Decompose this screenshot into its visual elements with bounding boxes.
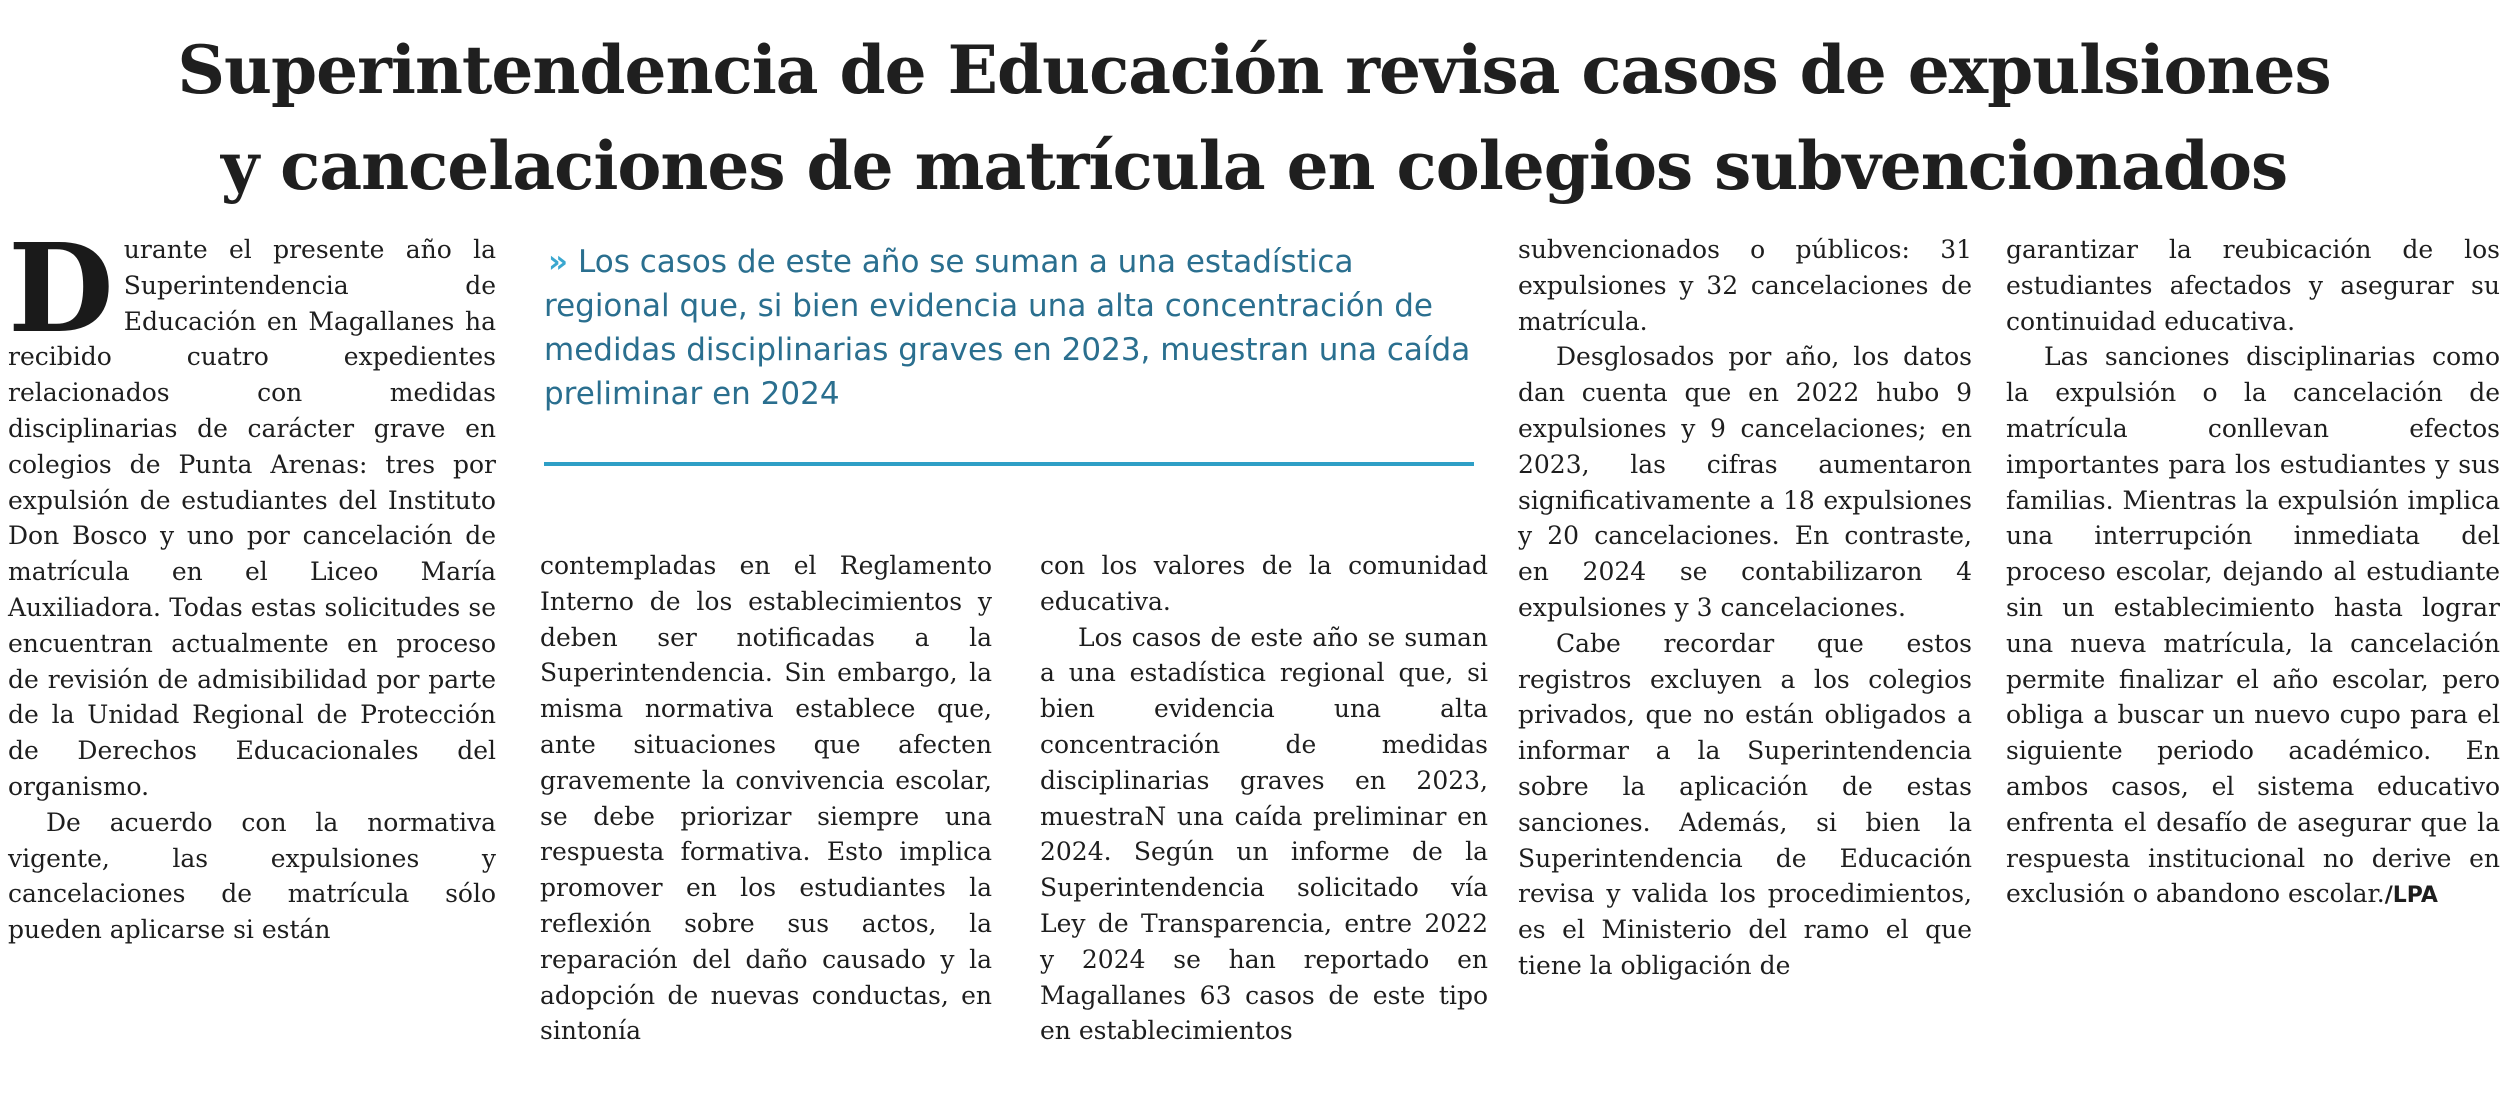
paragraph: Desglosados por año, los datos dan cuenta que en 2022 hubo 9 expulsiones y 9 cancelaciones; en 2023, las cifras aumentaron significativamente a 18 expulsiones y 20 cancelaciones. En contraste, en 2024 se contabilizaron 4 expulsiones y 3 cancelaciones. (1518, 342, 1972, 622)
paragraph: garantizar la reubicación de los estudiantes afectados y asegurar su continuidad educativa. (2006, 235, 2500, 336)
paragraph (8, 216, 496, 805)
paragraph: con los valores de la comunidad educativa. (1040, 551, 1488, 616)
pull-quote-divider (544, 462, 1474, 466)
pull-quote (544, 240, 1474, 438)
column-4 (1518, 232, 1972, 984)
paragraph: subvencionados o públicos: 31 expulsiones y 32 cancelaciones de matrícula. (1518, 235, 1972, 336)
paragraph: De acuerdo con la normativa vigente, las expulsiones y cancelaciones de matrícula sólo pueden aplicarse si están (8, 807, 496, 945)
drop-cap: D (8, 216, 114, 360)
headline-line-1: Superintendencia de Educación revisa casos de expulsiones (177, 31, 2331, 109)
paragraph-text: Las sanciones disciplinarias como la expulsión o la cancelación de matrícula conllevan efectos importantes para los estudiantes y sus familias. Mientras la expulsión implica una interrupción inmediata del proceso escolar, dejando al estudiante sin un establecimiento hasta lograr una nueva matrícula, la cancelación permite finalizar el año escolar, pero obliga a buscar un nuevo cupo para el siguiente periodo académico. En ambos casos, el sistema educativo enfrenta el desafío de asegurar que la respuesta institucional no derive en exclusión o abandono escolar. (2006, 342, 2500, 909)
paragraph: Cabe recordar que estos registros excluyen a los colegios privados, que no están obligados a informar a la Superintendencia sobre la aplicación de estas sanciones. Además, si bien la Superintendencia de Educación revisa y valida los procedimientos, es el Ministerio del ramo el que tiene la obligación de (1518, 628, 1972, 980)
paragraph: contempladas en el Reglamento Interno de los establecimientos y deben ser notificadas a la Superintendencia. Sin embargo, la misma normativa establece que, ante situaciones que afecten gravemente la convivencia escolar, se debe priorizar siempre una respuesta formativa. Esto implica promover en los estudiantes la reflexión sobre sus actos, la reparación del daño causado y la adopción de nuevas conductas, en sintonía (540, 551, 992, 1046)
headline-line-2: y cancelaciones de matrícula en colegios subvencionados (220, 127, 2288, 205)
paragraph (2006, 339, 2500, 914)
paragraph-text: urante el presente año la Superintendencia de Educación en Magallanes ha recibido cuatro expedientes relacionados con medidas disciplinarias de carácter grave en colegios de Punta Arenas: tres por expulsión de estudiantes del Instituto Don Bosco y uno por cancelación de matrícula en el Liceo María Auxiliadora. Todas estas solicitudes se encuentran actualmente en proceso de revisión de admisibilidad por parte de la Unidad Regional de Protección de Derechos Educacionales del organismo. (8, 235, 496, 801)
column-1 (8, 216, 496, 948)
headline (0, 22, 2508, 214)
double-chevron-right-icon: » (548, 244, 569, 280)
paragraph: Los casos de este año se suman a una estadística regional que, si bien evidencia una alta concentración de medidas disciplinarias graves en 2023, muestraN una caída preliminar en 2024. Según un informe de la Superintendencia solicitado vía Ley de Transparencia, entre 2022 y 2024 se han reportado en Magallanes 63 casos de este tipo en establecimientos (1040, 622, 1488, 1046)
column-3 (1040, 548, 1488, 1049)
column-2 (540, 548, 992, 1049)
author-signature: /LPA (2384, 883, 2438, 909)
pull-quote-text: Los casos de este año se suman a una estadística regional que, si bien evidencia una alta concentración de medidas disciplinarias graves en 2023, muestran una caída preliminar en 2024 (544, 244, 1471, 412)
column-5 (2006, 232, 2500, 914)
